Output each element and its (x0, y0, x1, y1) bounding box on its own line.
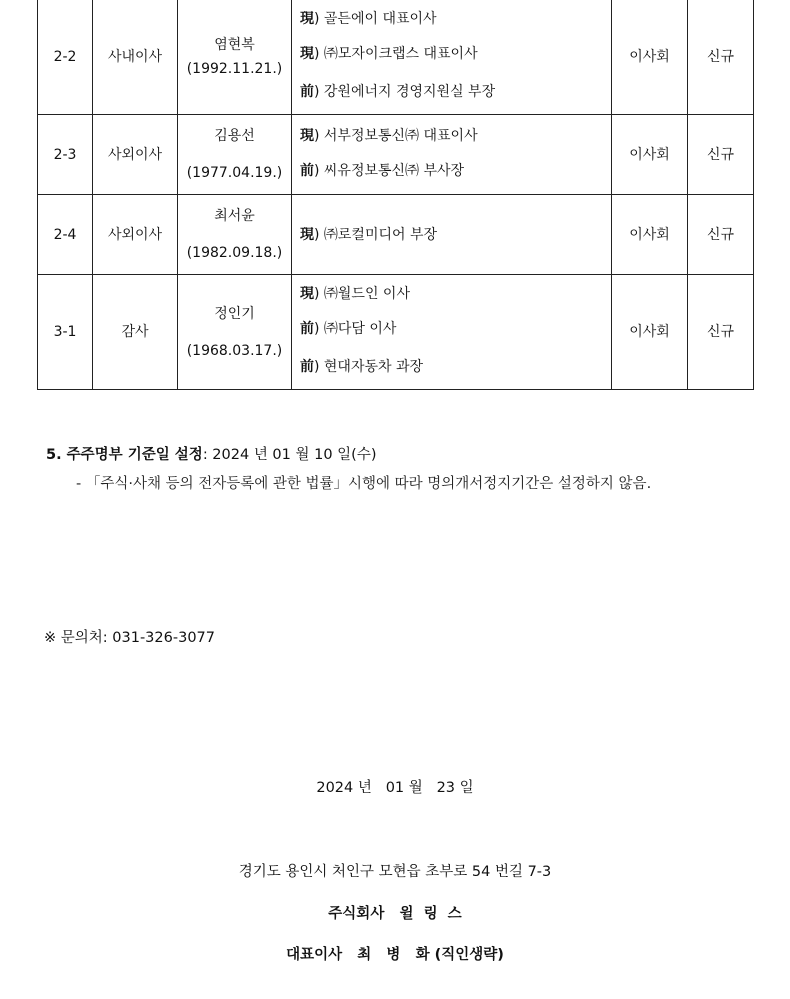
director-role: 감사 (93, 275, 178, 390)
table-row (38, 195, 754, 275)
career-line: 前) 강원에너지 경영지원실 부장 (300, 84, 496, 100)
director-career (292, 115, 612, 195)
director-table (37, 0, 754, 390)
career-line: 現) 골든에이 대표이사 (300, 11, 437, 27)
career-line: 前) 현대자동차 과장 (300, 359, 424, 375)
proposer: 이사회 (612, 275, 688, 390)
director-name-birth (178, 0, 292, 115)
notice-date: 2024 년 01 월 23 일 (316, 780, 474, 796)
record-date-note: - 「주식·사채 등의 전자등록에 관한 법률」시행에 따라 명의개서정지기간은 설정하지 않음. (76, 476, 652, 492)
career-line: 現) ㈜월드인 이사 (300, 286, 410, 302)
director-name: 염현복 (214, 37, 255, 53)
career-line: 現) ㈜모자이크랩스 대표이사 (300, 46, 478, 62)
proposer: 이사회 (612, 0, 688, 115)
company-name: 주식회사 윌 링 스 (328, 906, 462, 922)
appointment-type: 신규 (688, 0, 754, 115)
director-role: 사외이사 (93, 195, 178, 275)
appointment-type: 신규 (688, 195, 754, 275)
director-birth: (1982.09.18.) (186, 245, 283, 261)
director-career (292, 0, 612, 115)
record-date-value: : 2024 년 01 월 10 일(수) (202, 447, 377, 463)
table-row (38, 115, 754, 195)
director-name: 최서윤 (214, 208, 255, 224)
agenda-number: 2-4 (38, 195, 93, 275)
ceo-signature: 대표이사 최 병 화 (직인생략) (286, 947, 504, 963)
career-line: 前) 씨유정보통신㈜ 부사장 (300, 162, 465, 179)
director-name-birth (178, 195, 292, 275)
director-birth: (1992.11.21.) (186, 61, 283, 77)
director-birth: (1968.03.17.) (186, 342, 283, 359)
agenda-number: 2-2 (38, 0, 93, 115)
director-birth: (1977.04.19.) (186, 165, 283, 181)
company-address: 경기도 용인시 처인구 모현읍 초부로 54 번길 7-3 (238, 864, 552, 880)
appointment-type: 신규 (688, 115, 754, 195)
career-line: 前) ㈜다담 이사 (300, 321, 397, 337)
director-name: 김용선 (214, 128, 255, 144)
director-name-birth (178, 115, 292, 195)
career-line: 現) ㈜로컬미디어 부장 (300, 226, 438, 243)
table-row (38, 275, 754, 390)
director-career (292, 275, 612, 390)
proposer: 이사회 (612, 115, 688, 195)
appointment-type: 신규 (688, 275, 754, 390)
proposer: 이사회 (612, 195, 688, 275)
record-date-section (46, 443, 377, 464)
inquiry-contact: ※ 문의처: 031-326-3077 (44, 630, 215, 646)
director-career (292, 195, 612, 275)
agenda-number: 3-1 (38, 275, 93, 390)
agenda-number: 2-3 (38, 115, 93, 195)
record-date-heading: 5. 주주명부 기준일 설정 (46, 447, 203, 463)
table-row (38, 0, 754, 115)
director-name-birth (178, 275, 292, 390)
director-role: 사외이사 (93, 115, 178, 195)
career-line: 現) 서부정보통신㈜ 대표이사 (300, 127, 478, 144)
director-role: 사내이사 (93, 0, 178, 115)
director-name: 정인기 (214, 305, 255, 322)
